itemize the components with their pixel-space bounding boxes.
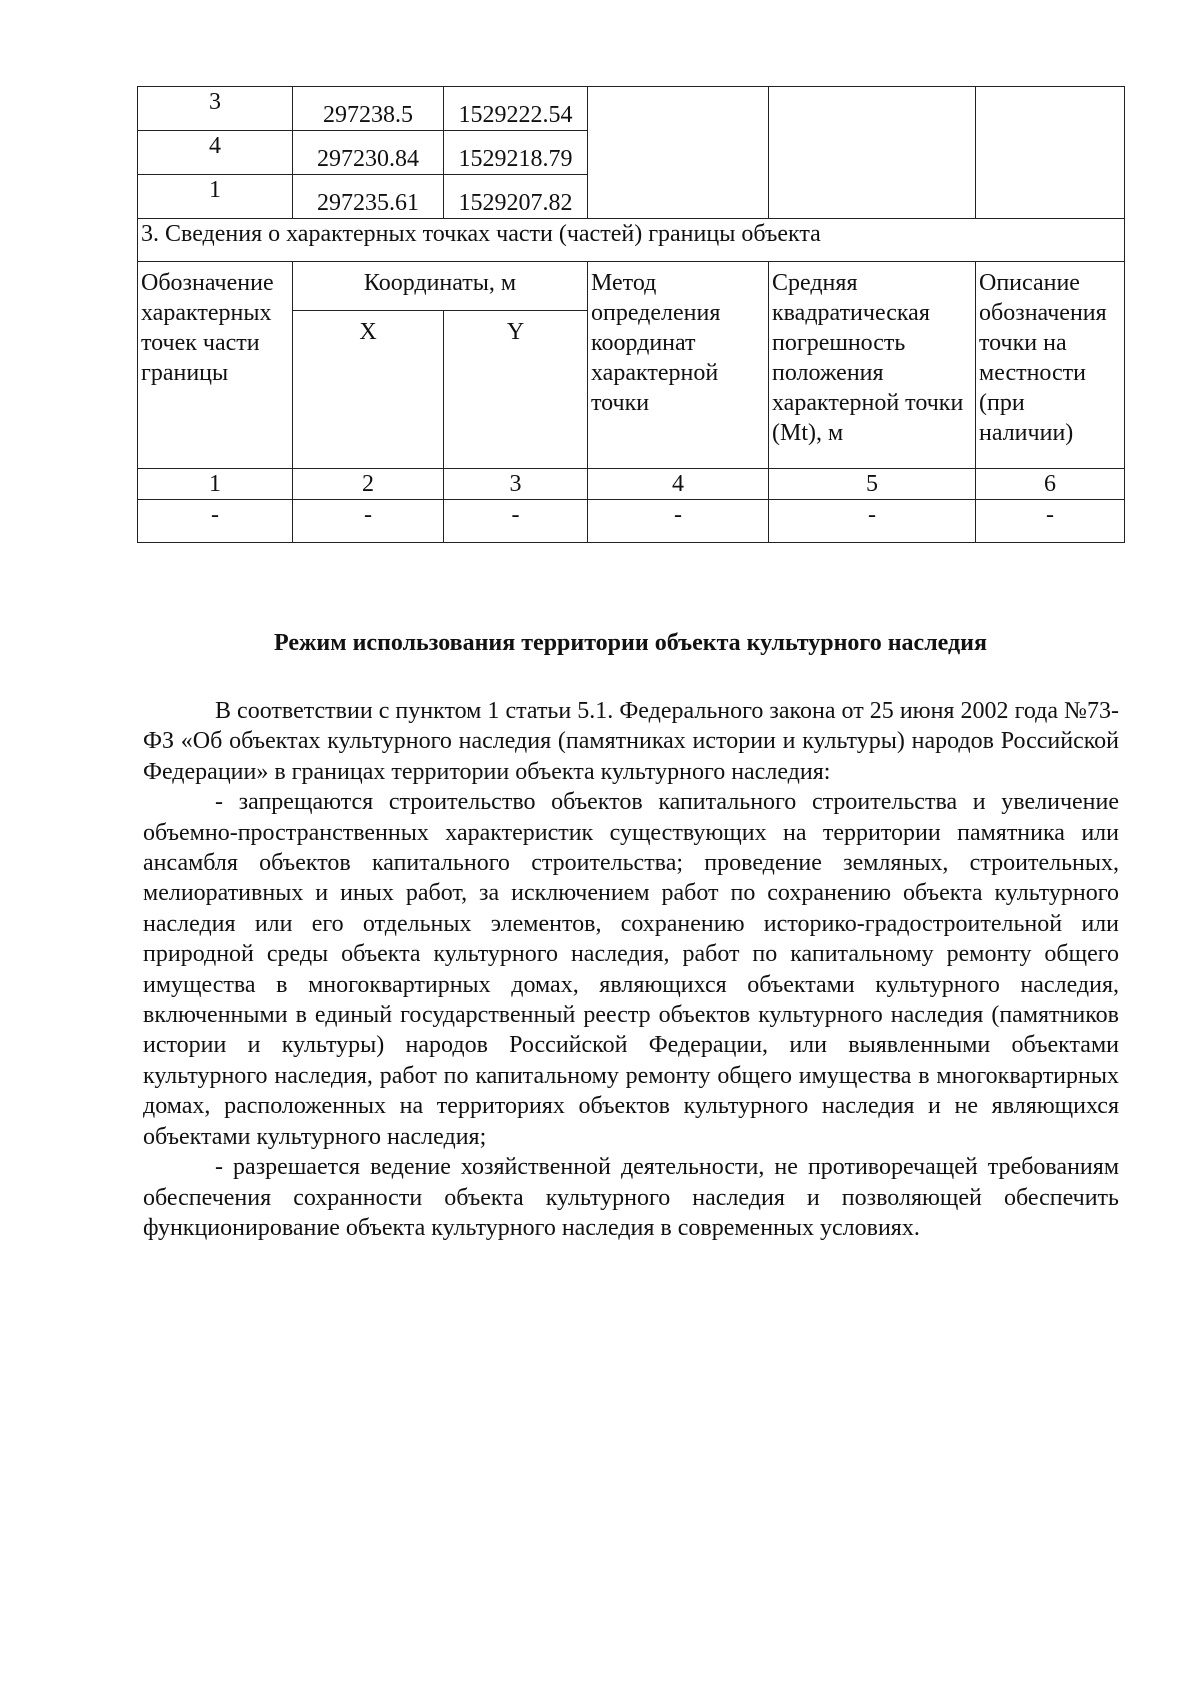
y-coordinate-cell: 1529207.82 — [444, 175, 588, 219]
dash-cell: - — [588, 500, 769, 543]
dash-cell: - — [769, 500, 976, 543]
header-y: Y — [444, 311, 588, 469]
column-number-row — [138, 469, 1125, 500]
regime-heading: Режим использования территории объекта культурного наследия — [274, 630, 987, 656]
header-coordinates: Координаты, м — [293, 262, 588, 311]
table-row — [138, 87, 1125, 131]
permission-paragraph: - разрешается ведение хозяйственной деятельности, не противоречащей требованиям обеспечения сохранности объекта культурного наследия и позволяющей обеспечить функционирование объекта культурного наследия в современных условиях. — [143, 1154, 1119, 1241]
x-coordinate-cell: 297238.5 — [293, 87, 444, 131]
column-number: 3 — [444, 469, 588, 500]
header-description: Описание обозначения точки на местности (при наличии) — [976, 262, 1125, 469]
section-title: 3. Сведения о характерных точках части (частей) границы объекта — [138, 219, 1125, 262]
dash-cell: - — [138, 500, 293, 543]
column-number: 2 — [293, 469, 444, 500]
point-number-cell: 4 — [138, 131, 293, 175]
point-number-cell: 3 — [138, 87, 293, 131]
header-designation: Обозначение характерных точек части границы — [138, 262, 293, 469]
point-number-cell: 1 — [138, 175, 293, 219]
prohibition-paragraph: - запрещаются строительство объектов капитального строительства и увеличение объемно-пространственных характеристик существующих на территории памятника или ансамбля объектов капитального строительства; проведение земляных, строительных, мелиоративных и иных работ, за исключением работ по сохранению объекта культурного наследия или его отдельных элементов, сохранению историко-градостроительной или природной среды объекта культурного наследия, работ по капитальному ремонту общего имущества в многоквартирных домах, являющихся объектами культурного наследия, включенными в единый государственный реестр объектов культурного наследия (памятников истории и культуры) народов Российской Федерации, или выявленными объектами культурного наследия, работ по капитальному ремонту общего имущества в многоквартирных домах, расположенных на территориях объектов культурного наследия и не являющихся объектами культурного наследия; — [143, 789, 1119, 1150]
x-coordinate-cell: 297235.61 — [293, 175, 444, 219]
column-number: 5 — [769, 469, 976, 500]
intro-paragraph: В соответствии с пунктом 1 статьи 5.1. Федерального закона от 25 июня 2002 года №73-ФЗ «Об объектах культурного наследия (памятниках истории и культуры) народов Российской Федерации» в границах территории объекта культурного наследия: — [143, 698, 1119, 785]
empty-method-cell — [588, 87, 769, 219]
column-number: 4 — [588, 469, 769, 500]
empty-accuracy-cell — [769, 87, 976, 219]
column-number: 6 — [976, 469, 1125, 500]
coordinates-table — [137, 86, 1125, 543]
header-x: X — [293, 311, 444, 469]
x-coordinate-cell: 297230.84 — [293, 131, 444, 175]
table-row — [138, 500, 1125, 543]
header-accuracy: Средняя квадратическая погрешность положения характерной точки (Mt), м — [769, 262, 976, 469]
empty-description-cell — [976, 87, 1125, 219]
header-row — [138, 262, 1125, 311]
y-coordinate-cell: 1529222.54 — [444, 87, 588, 131]
column-number: 1 — [138, 469, 293, 500]
dash-cell: - — [293, 500, 444, 543]
dash-cell: - — [444, 500, 588, 543]
section-title-row — [138, 219, 1125, 262]
y-coordinate-cell: 1529218.79 — [444, 131, 588, 175]
regime-body — [143, 696, 1119, 1243]
dash-cell: - — [976, 500, 1125, 543]
header-method: Метод определения координат характерной точки — [588, 262, 769, 469]
